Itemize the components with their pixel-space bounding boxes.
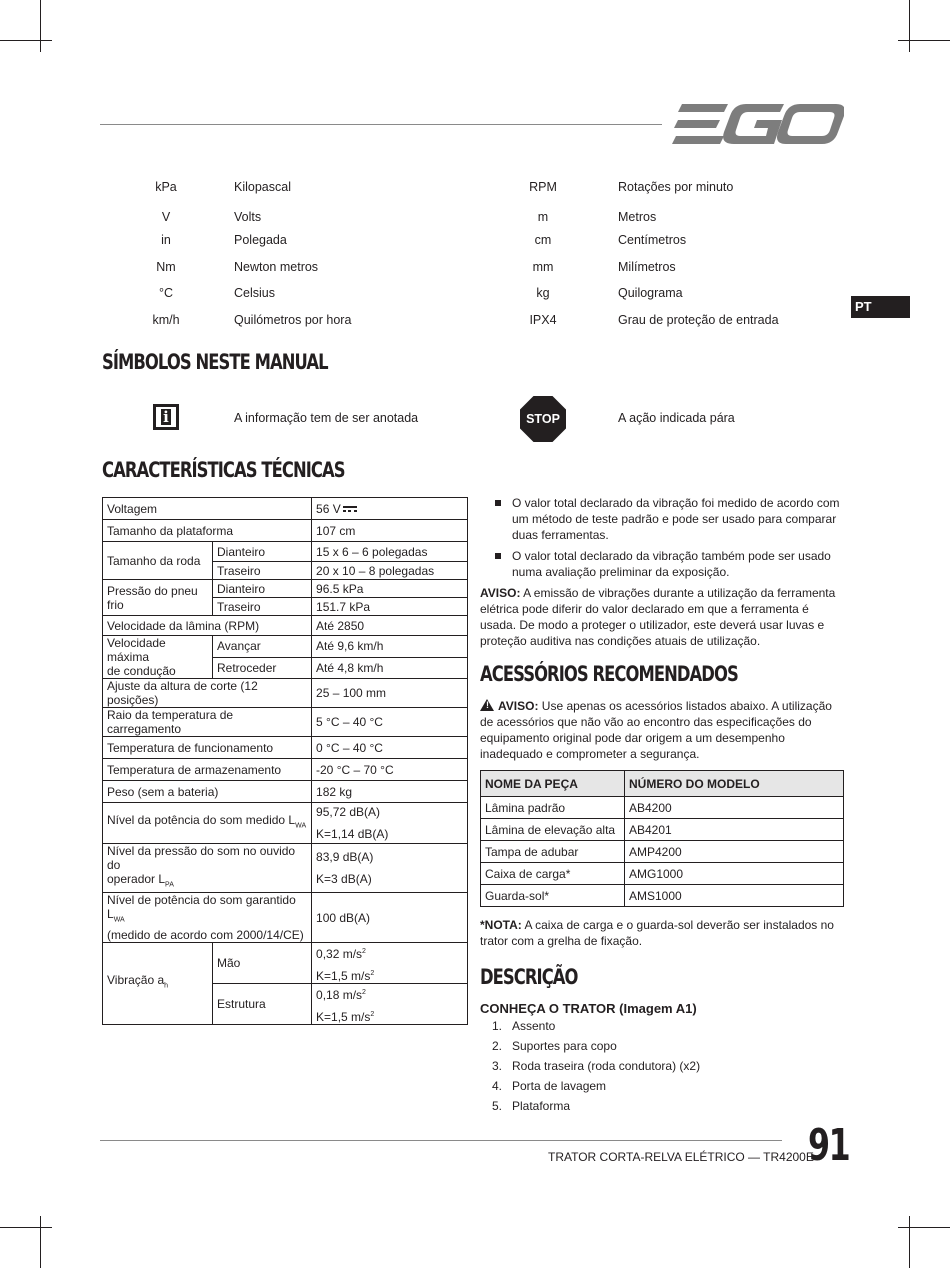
stop-icon xyxy=(520,396,566,442)
spec-sublabel: Retroceder xyxy=(213,657,312,679)
list-item: 4. Porta de lavagem xyxy=(492,1079,607,1093)
unit-meaning: Kilopascal xyxy=(234,180,291,194)
crop-mark xyxy=(898,1227,950,1228)
unit-abbr: mm xyxy=(532,259,554,274)
footer-rule xyxy=(100,1140,782,1141)
spec-sublabel: Mão xyxy=(213,942,312,983)
spec-label: Tamanho da roda xyxy=(103,542,213,580)
unit-abbr: V xyxy=(161,209,171,224)
spec-value: Até 2850 xyxy=(312,616,468,636)
spec-value: 83,9 dB(A) K=3 dB(A) xyxy=(312,844,468,893)
table-row xyxy=(103,520,468,542)
model-number: AMG1000 xyxy=(625,863,844,885)
unit-row xyxy=(100,313,800,340)
spec-sublabel: Dianteiro xyxy=(213,542,312,562)
unit-abbr: kPa xyxy=(155,180,177,194)
list-item: 5. Plataforma xyxy=(492,1099,571,1113)
table-row xyxy=(481,841,844,863)
crop-mark xyxy=(909,0,910,52)
vibration-notes xyxy=(480,495,845,649)
spec-label: Velocidade da lâmina (RPM) xyxy=(103,616,312,636)
unit-meaning: Volts xyxy=(234,209,262,224)
unit-meaning: Rotações por minuto xyxy=(618,180,734,194)
table-row xyxy=(103,616,468,636)
table-row xyxy=(103,636,468,658)
unit-meaning: Newton metros xyxy=(234,259,319,274)
crop-mark xyxy=(0,1227,52,1228)
info-glyph: i xyxy=(161,409,171,425)
table-row xyxy=(481,885,844,907)
spec-value: 95,72 dB(A) K=1,14 dB(A) xyxy=(312,803,468,844)
crop-mark xyxy=(40,1216,41,1268)
spec-value: Até 4,8 km/h xyxy=(312,657,468,679)
model-number: AB4200 xyxy=(625,797,844,819)
spec-value: 0 °C – 40 °C xyxy=(312,737,468,759)
part-name: Guarda-sol* xyxy=(481,885,625,907)
spec-value: 15 x 6 – 6 polegadas xyxy=(312,542,468,562)
column-header: NOME DA PEÇA xyxy=(481,771,625,797)
unit-abbr: cm xyxy=(534,233,552,247)
spec-label: Voltagem xyxy=(103,498,312,520)
table-row xyxy=(103,737,468,759)
table-row xyxy=(103,942,468,983)
table-row xyxy=(103,679,468,708)
accessories-note: *NOTA: A caixa de carga e o guarda-sol deverão ser instalados no trator com a grelha de fixação. xyxy=(480,918,834,948)
part-name: Lâmina de elevação alta xyxy=(481,819,625,841)
unit-meaning: Grau de proteção de entrada xyxy=(618,312,779,327)
crop-mark xyxy=(909,1216,910,1268)
ego-logo xyxy=(672,104,844,144)
table-row xyxy=(103,844,468,893)
page-number: 91 xyxy=(808,1120,850,1171)
parts-list xyxy=(480,1019,700,1119)
warning-icon: ! xyxy=(480,699,494,711)
bullet-item: O valor total declarado da vibração foi medido de acordo com um método de teste padrão e pode ser usado para comparar duas ferramentas. xyxy=(480,495,845,543)
unit-abbr: RPM xyxy=(529,180,557,194)
spec-label: Nível de potência do som garantido $L_{WA}$ (medido de acordo com 2000/14/CE) xyxy=(103,893,312,942)
spec-value: 107 cm xyxy=(312,520,468,542)
unit-row xyxy=(100,286,800,313)
list-item: 1. Assento xyxy=(492,1019,556,1033)
unit-meaning: Metros xyxy=(618,209,657,224)
column-header: NÚMERO DO MODELO xyxy=(625,771,844,797)
bullet-item: O valor total declarado da vibração também pode ser usado numa avaliação preliminar da exposição. xyxy=(480,548,845,580)
table-row xyxy=(103,759,468,781)
unit-row xyxy=(100,260,800,287)
table-row xyxy=(103,893,468,942)
spec-value: 5 °C – 40 °C xyxy=(312,708,468,737)
unit-abbr: kg xyxy=(536,286,550,300)
spec-sublabel: Traseiro xyxy=(213,562,312,580)
description-heading: DESCRIÇÃO xyxy=(480,965,578,989)
spec-value: 100 dB(A) xyxy=(312,893,468,942)
model-number: AMP4200 xyxy=(625,841,844,863)
table-row xyxy=(103,708,468,737)
spec-label: Pressão do pneu frio xyxy=(103,580,213,616)
info-symbol-text: A informação tem de ser anotada xyxy=(234,411,419,425)
list-item: 3. Roda traseira (roda condutora) (x2) xyxy=(492,1059,701,1073)
spec-label: Velocidade máxima de condução xyxy=(103,636,213,679)
spec-sublabel: Dianteiro xyxy=(213,580,312,598)
language-tab: PT xyxy=(851,296,910,318)
unit-meaning: Celsius xyxy=(234,286,275,300)
part-name: Caixa de carga* xyxy=(481,863,625,885)
spec-label: Tamanho da plataforma xyxy=(103,520,312,542)
unit-abbr: in xyxy=(161,233,171,247)
spec-label: Nível da pressão do som no ouvido do operador $L_{PA}$ xyxy=(103,844,312,893)
spec-label: Temperatura de funcionamento xyxy=(103,737,312,759)
description-subheading: CONHEÇA O TRATOR (Imagem A1) xyxy=(480,1001,697,1016)
accessories-warning: ! AVISO: Use apenas os acessórios listados abaixo. A utilização de acessórios que não vão ao encontro das especificações do equipamento original pode dar origem a um desempenho inadequado e comprometer a segurança. xyxy=(480,699,832,761)
spec-value: 20 x 10 – 8 polegadas xyxy=(312,562,468,580)
spec-value: 25 – 100 mm xyxy=(312,679,468,708)
symbols-heading: SÍMBOLOS NESTE MANUAL xyxy=(102,350,328,374)
spec-value: Até 9,6 km/h xyxy=(312,636,468,658)
spec-sublabel: Estrutura xyxy=(213,983,312,1024)
table-row xyxy=(103,542,468,562)
unit-meaning: Polegada xyxy=(234,233,287,247)
spec-label: Raio da temperatura de carregamento xyxy=(103,708,312,737)
unit-abbr: IPX4 xyxy=(529,312,557,327)
accessories-heading: ACESSÓRIOS RECOMENDADOS xyxy=(480,662,738,686)
table-header-row xyxy=(481,771,844,797)
table-row xyxy=(481,863,844,885)
stop-symbol-text: A ação indicada pára xyxy=(618,411,735,425)
table-row xyxy=(103,803,468,844)
spec-label: Temperatura de armazenamento xyxy=(103,759,312,781)
table-row xyxy=(103,580,468,598)
spec-value: -20 °C – 70 °C xyxy=(312,759,468,781)
specs-table xyxy=(102,497,468,1025)
list-item: 2. Suportes para copo xyxy=(492,1039,617,1053)
table-row xyxy=(481,819,844,841)
spec-sublabel: Traseiro xyxy=(213,598,312,616)
unit-meaning: Milímetros xyxy=(618,259,676,274)
spec-value: 182 kg xyxy=(312,781,468,803)
specs-heading: CARACTERÍSTICAS TÉCNICAS xyxy=(102,458,345,482)
unit-meaning: Centímetros xyxy=(618,233,687,247)
crop-mark xyxy=(898,40,950,41)
table-row xyxy=(103,498,468,520)
unit-abbr: m xyxy=(537,209,549,224)
stop-label: STOP xyxy=(526,412,560,426)
spec-value: 96.5 kPa xyxy=(312,580,468,598)
part-name: Lâmina padrão xyxy=(481,797,625,819)
spec-label: Peso (sem a bateria) xyxy=(103,781,312,803)
info-icon xyxy=(153,404,179,430)
spec-value: 0,32 $m/s^2$ K=1,5 $m/s^2$ xyxy=(312,942,468,983)
unit-abbr: km/h xyxy=(152,312,180,327)
units-list xyxy=(100,180,800,339)
dc-symbol-icon xyxy=(343,505,357,513)
header-rule xyxy=(100,124,662,125)
spec-label: Vibração $a_h$ xyxy=(103,942,213,1024)
table-row xyxy=(103,781,468,803)
unit-meaning: Quilómetros por hora xyxy=(234,312,352,327)
accessories-table xyxy=(480,770,844,907)
spec-label: Nível da potência do som medido $L_{WA}$ xyxy=(103,803,312,844)
spec-value: 151.7 kPa xyxy=(312,598,468,616)
model-number: AB4201 xyxy=(625,819,844,841)
unit-row xyxy=(100,180,800,207)
crop-mark xyxy=(40,0,41,52)
spec-value: 0,18 $m/s^2$ K=1,5 $m/s^2$ xyxy=(312,983,468,1024)
part-name: Tampa de adubar xyxy=(481,841,625,863)
spec-value: 56 V xyxy=(312,498,468,520)
unit-meaning: Quilograma xyxy=(618,286,683,300)
unit-row xyxy=(100,233,800,260)
table-row xyxy=(481,797,844,819)
unit-abbr: °C xyxy=(158,286,174,300)
spec-label: Ajuste da altura de corte (12 posições) xyxy=(103,679,312,708)
crop-mark xyxy=(0,40,52,41)
model-number: AMS1000 xyxy=(625,885,844,907)
unit-abbr: Nm xyxy=(156,259,176,274)
vibration-warning: AVISO: A emissão de vibrações durante a utilização da ferramenta elétrica pode diferir do valor declarado em que a ferramenta é usada. De modo a proteger o utilizador, este deverá usar luvas e proteção auditiva nas condições atuais de utilização. xyxy=(480,586,836,648)
spec-sublabel: Avançar xyxy=(213,636,312,658)
footer-title: TRATOR CORTA-RELVA ELÉTRICO — TR4200E xyxy=(548,1150,814,1164)
